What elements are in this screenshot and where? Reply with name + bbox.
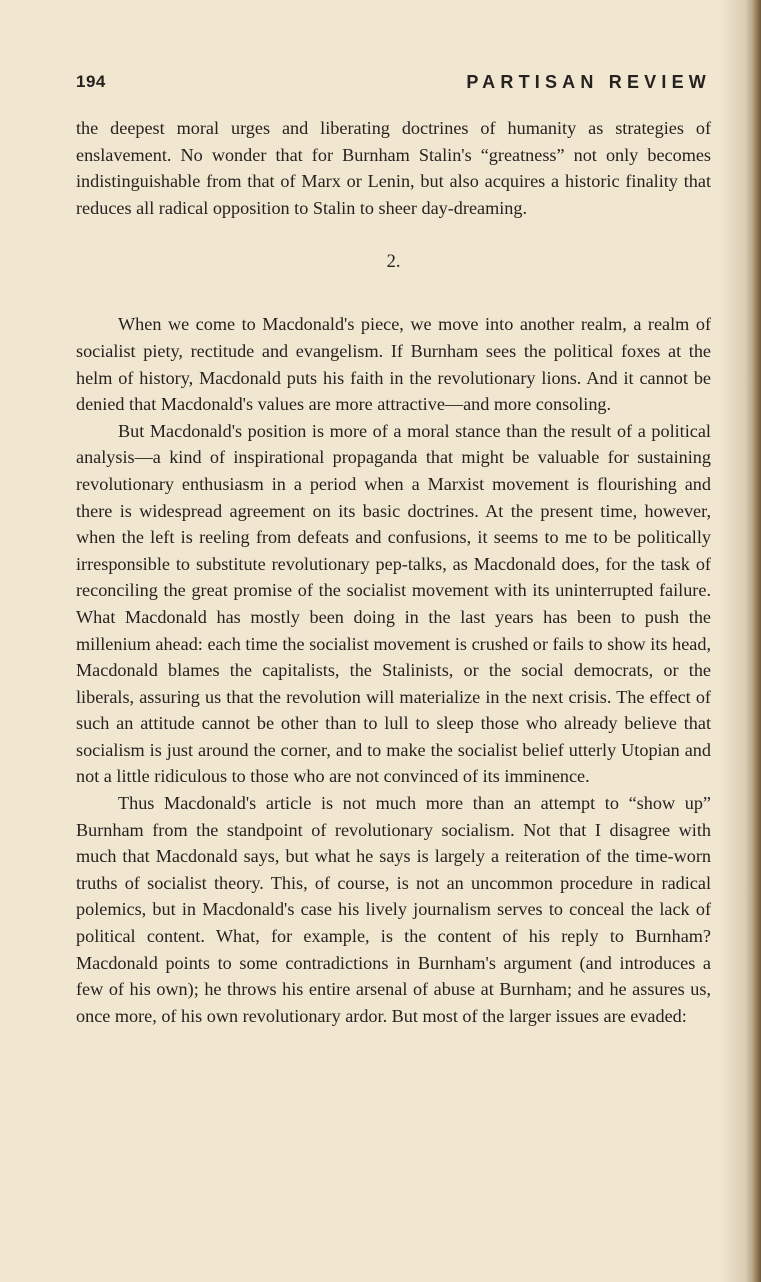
paragraph-2: But Macdonald's position is more of a moral stance than the result of a political analysis—a kind of inspirational propaganda that might be valuable for sustaining revolutionary enthusiasm in a period when a Marxist movement is flourishing and there is widespread agreement on its basic doctrines. At the present time, however, when the left is reeling from defeats and confusions, it seems to me to be politically irresponsible to substitute revolutionary pep-talks, as Macdonald does, for the task of reconciling the great promise of the socialist movement with its uninterrupted failure. What Macdonald has mostly been doing in the last years has been to push the millenium ahead: each time the socialist movement is crushed or fails to show its head, Macdonald blames the capitalists, the Stalinists, or the social democrats, or the liberals, assuring us that the revolution will materialize in the next crisis. The effect of such an attitude cannot be other than to lull to sleep those who already believe that socialism is just around the corner, and to make the socialist belief utterly Utopian and not a little ridiculous to those who are not convinced of its imminence. [76,420,711,787]
paragraph-1: When we come to Macdonald's piece, we move into another realm, a realm of socialist piety, rectitude and evangelism. If Burnham sees the political foxes at the helm of history, Macdonald puts his faith in the revolutionary lions. And it cannot be denied that Macdonald's values are more attractive—and more consoling. [76,314,711,415]
page-edge-shadow [751,0,761,1282]
page-header [76,72,711,98]
section-number: 2. [386,252,401,273]
continuation-paragraph: the deepest moral urges and liberating doctrines of humanity as strategies of enslavement. No wonder that for Burnham Stalin's “greatness” not only becomes indistinguishable from that of Marx or Lenin, but also acquires a historic finality that reduces all radical opposition to Stalin to sheer day-dreaming. [76,118,711,218]
page-number: 194 [76,72,106,91]
running-head: PARTISAN REVIEW [466,72,711,92]
article-body [76,115,711,1029]
paragraph-3: Thus Macdonald's article is not much more than an attempt to “show up” Burnham from the standpoint of revolutionary socialism. Not that I disagree with much that Macdonald says, but what he says is largely a reiteration of the time-worn truths of socialist theory. This, of course, is not an uncommon procedure in radical polemics, but in Macdonald's case his lively journalism serves to conceal the lack of political content. What, for example, is the content of his reply to Burnham? Macdonald points to some contradictions in Burnham's argument (and introduces a few of his own); he throws his entire arsenal of abuse at Burnham; and he assures us, once more, of his own revolutionary ardor. But most of the larger issues are evaded: [76,793,711,1026]
